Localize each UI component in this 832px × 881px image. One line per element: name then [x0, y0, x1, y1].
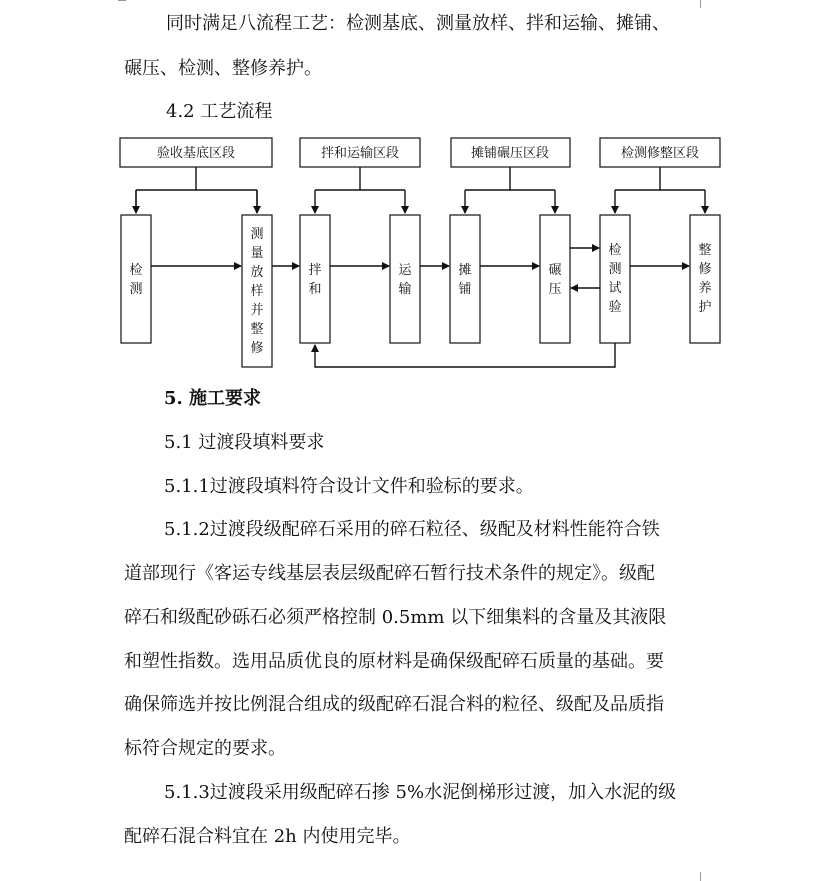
zone-label: 检测修整区段: [620, 146, 700, 161]
zone-label: 验收基底区段: [156, 146, 236, 161]
zone-label: 摊铺碾压区段: [470, 146, 550, 161]
step-label: 运输: [398, 263, 412, 297]
paragraph-5-1-2-line: 5.1.2过渡段级配碎石采用的碎石粒径、级配及材料性能符合铁: [164, 519, 660, 540]
zone-box-finishing: [600, 138, 720, 167]
feedback-loop-arrow: [315, 343, 615, 367]
zone-box-paving: [451, 138, 570, 167]
zone-connector: [136, 167, 257, 213]
process-flow-diagram: [0, 0, 832, 380]
zone-label: 拌和运输区段: [320, 146, 400, 161]
paragraph-5-1-2-line: 确保筛选并按比例混合组成的级配碎石混合料的粒径、级配及品质指: [124, 694, 664, 715]
zone-box-acceptance: [120, 138, 272, 167]
paragraph-5-1-3-line: 配碎石混合料宜在 2h 内使用完毕。: [124, 826, 411, 847]
paragraph-5-1-2-line: 标符合规定的要求。: [124, 738, 286, 759]
section-heading-5: 5. 施工要求: [164, 388, 262, 409]
step-label: 摊铺: [458, 263, 472, 297]
section-heading-5-1: 5.1 过渡段填料要求: [164, 432, 325, 453]
zone-connector: [315, 167, 405, 190]
step-box-cure: [690, 215, 720, 343]
intro-line-1: 同时满足八流程工艺：检测基底、测量放样、拌和运输、摊铺、: [166, 13, 670, 34]
paragraph-5-1-2-line: 和塑性指数。选用品质优良的原材料是确保级配碎石质量的基础。要: [124, 651, 664, 672]
step-label: 整修养护: [698, 243, 712, 315]
section-heading-4-2: 4.2 工艺流程: [166, 101, 273, 122]
step-label: 检测试验: [608, 243, 622, 315]
step-label: 测量放样并整修: [250, 227, 264, 356]
zone-connector: [615, 167, 705, 190]
zone-box-mixing: [300, 138, 420, 167]
paragraph-5-1-1: 5.1.1过渡段填料符合设计文件和验标的要求。: [164, 476, 534, 497]
paragraph-5-1-2-line: 道部现行《客运专线基层表层级配碎石暂行技术条件的规定》。级配: [124, 563, 655, 584]
step-box-compact: [540, 215, 570, 343]
paragraph-5-1-3-line: 5.1.3过渡段采用级配碎石掺 5%水泥倒梯形过渡，加入水泥的级: [164, 782, 677, 803]
step-box-pave: [450, 215, 480, 343]
paragraph-5-1-2-line: 碎石和级配砂砾石必须严格控制 0.5mm 以下细集料的含量及其液限: [124, 607, 667, 628]
step-label: 碾压: [548, 263, 562, 297]
zone-connector: [465, 167, 555, 190]
step-box-transport: [390, 215, 420, 343]
step-label: 拌和: [308, 263, 322, 297]
intro-line-2: 碾压、检测、整修养护。: [124, 58, 322, 79]
step-box-mix: [300, 215, 330, 343]
step-box-test: [600, 215, 630, 343]
step-box-inspect-base: [121, 215, 151, 343]
page-corner-mark: [700, 872, 701, 881]
step-label: 检测: [129, 263, 143, 297]
